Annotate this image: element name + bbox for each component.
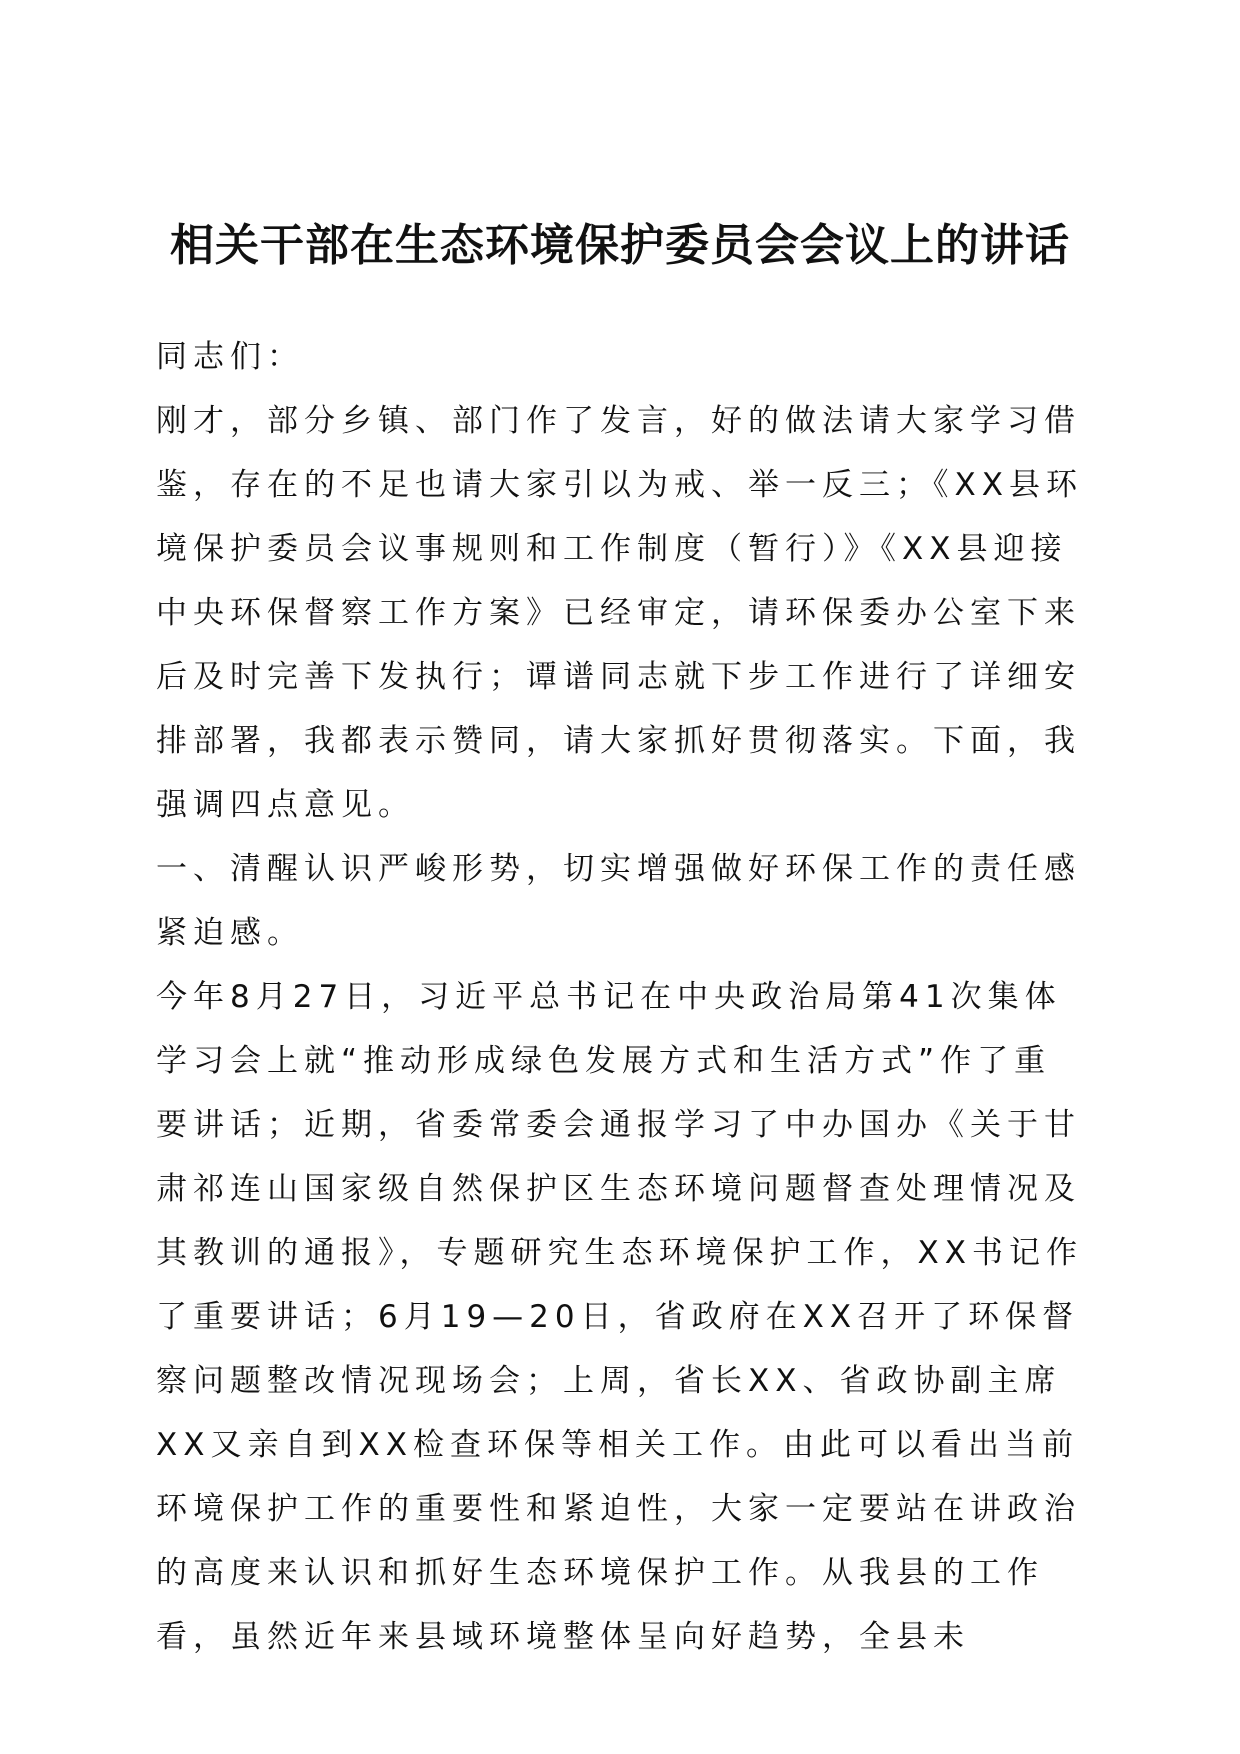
body-paragraph: 今年8月27日，习近平总书记在中央政治局第41次集体学习会上就“推动形成绿色发展方式和生活方式”作了重要讲话；近期，省委常委会通报学习了中办国办《关于甘肃祁连山国家级自然保护区生态环境问题督查处理情况及其教训的通报》，专题研究生态环境保护工作，XX书记作了重要讲话；6月19—20日，省政府在XX召开了环保督察问题整改情况现场会；上周，省长XX、省政协副主席XX又亲自到XX检查环保等相关工作。由此可以看出当前环境保护工作的重要性和紧迫性，大家一定要站在讲政治的高度来认识和抓好生态环境保护工作。从我县的工作看，虽然近年来县域环境整体呈向好趋势，全县未 xyxy=(156,979,1083,1655)
document-body xyxy=(156,325,1086,1669)
salutation-paragraph: 同志们： xyxy=(156,339,304,375)
document-title: 相关干部在生态环境保护委员会会议上的讲话 xyxy=(170,220,1070,271)
section-heading: 一、清醒认识严峻形势，切实增强做好环保工作的责任感紧迫感。 xyxy=(156,851,1081,951)
body-paragraph: 刚才，部分乡镇、部门作了发言，好的做法请大家学习借鉴，存在的不足也请大家引以为戒、举一反三；《XX县环境保护委员会议事规则和工作制度（暂行）》《XX县迎接中央环保督察工作方案》已经审定，请环保委办公室下来后及时完善下发执行；谭谱同志就下步工作进行了详细安排部署，我都表示赞同，请大家抓好贯彻落实。下面，我强调四点意见。 xyxy=(156,403,1083,823)
